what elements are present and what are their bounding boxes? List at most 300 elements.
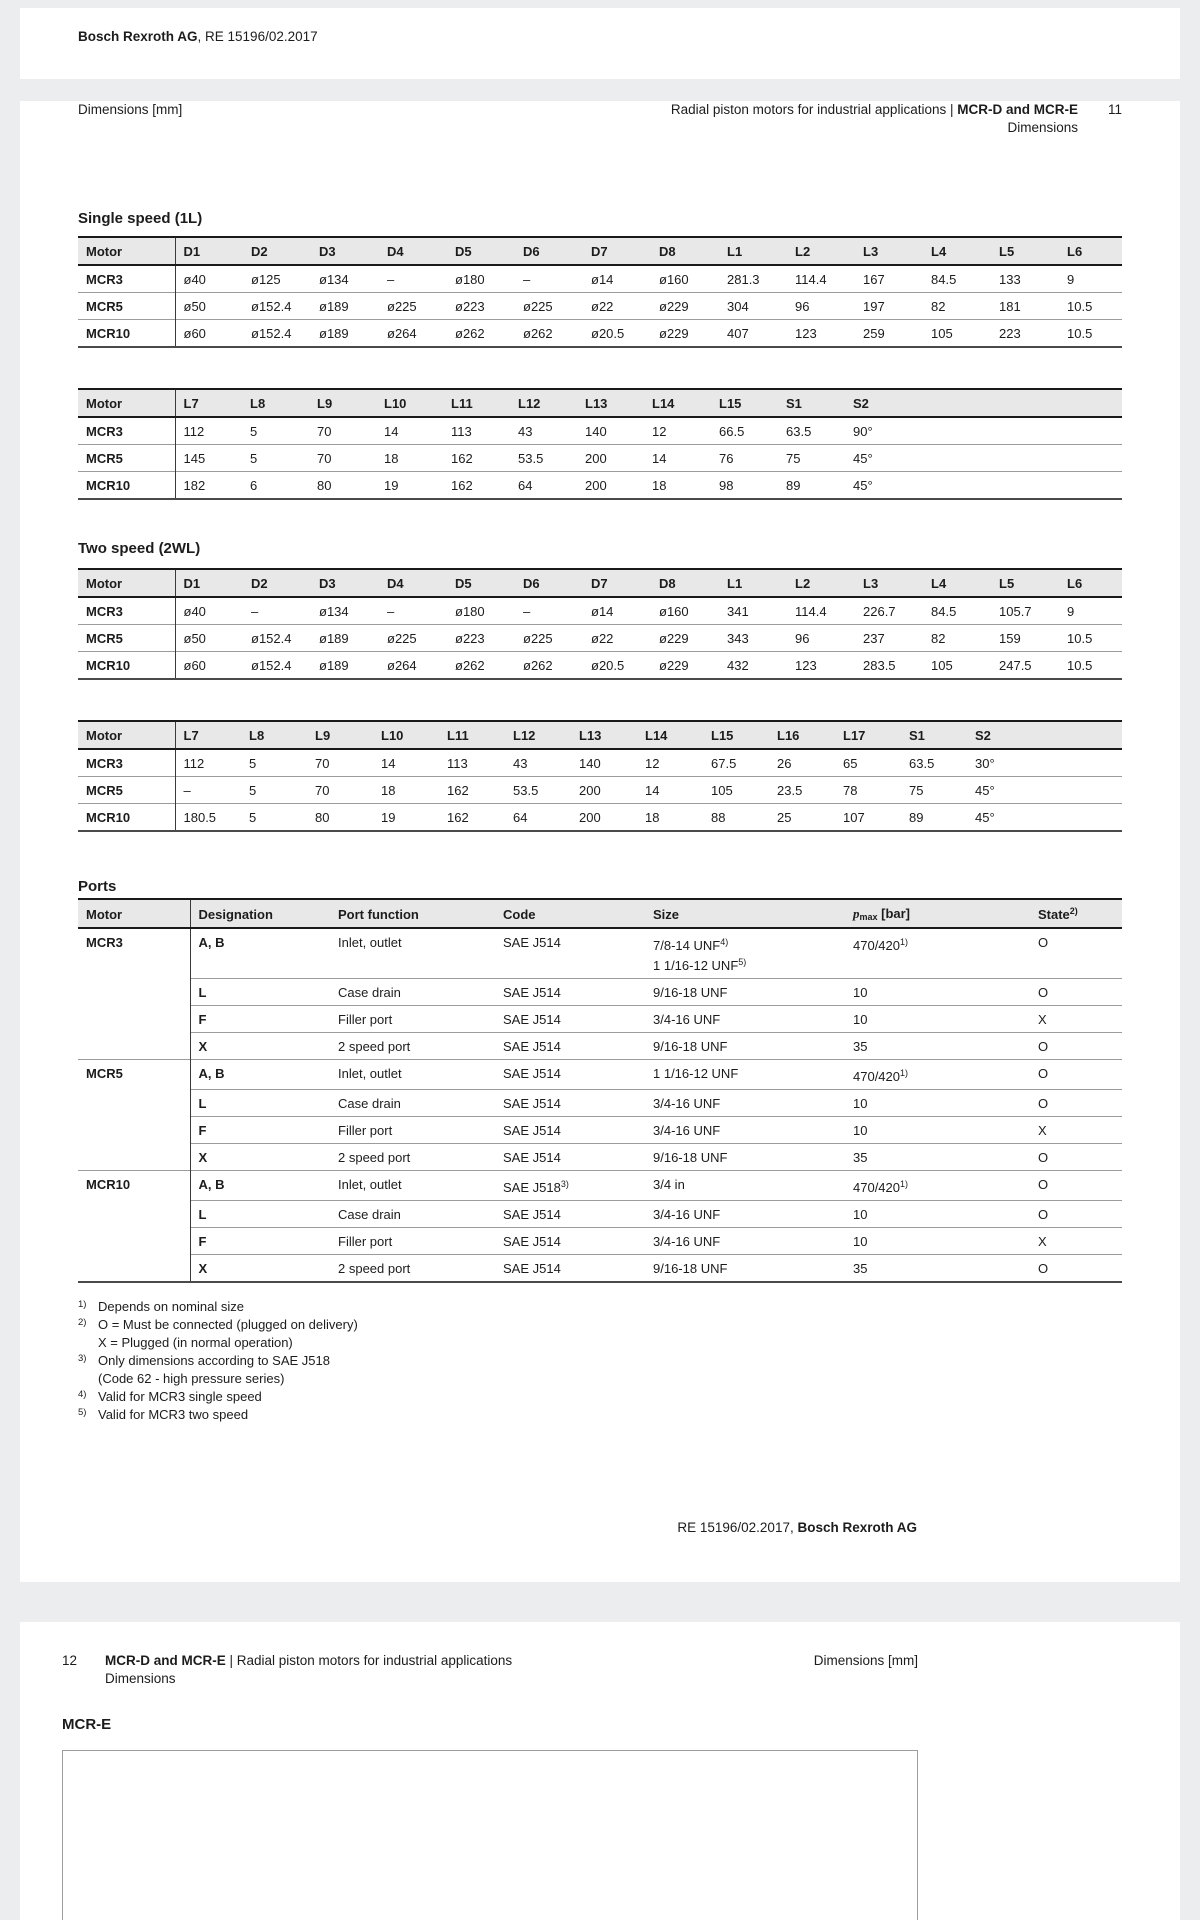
value-cell: ø152.4 — [243, 625, 311, 652]
value-cell: O — [1030, 1090, 1122, 1117]
value-cell: SAE J514 — [495, 1006, 645, 1033]
value-cell: ø40 — [183, 604, 206, 619]
value-cell: SAE J518$^{3)}$ — [495, 1171, 645, 1201]
value-cell: L — [190, 1090, 330, 1117]
value-cell: 80 — [309, 472, 376, 500]
value-cell: 96 — [787, 625, 855, 652]
column-header: D8 — [651, 237, 719, 265]
column-header: L11 — [443, 389, 510, 417]
table-row — [78, 1090, 1122, 1117]
table-header-row — [78, 237, 1122, 265]
value-cell: 45° — [845, 445, 1122, 472]
motor-cell: MCR5 — [78, 625, 175, 652]
table-row — [78, 265, 1122, 293]
page-12 — [20, 1622, 1180, 1920]
value-cell: 70 — [317, 424, 332, 439]
value-cell: Inlet, outlet — [330, 1171, 495, 1201]
value-cell: – — [523, 604, 531, 619]
column-header: L2 — [787, 237, 855, 265]
table-row — [78, 749, 1122, 777]
value-cell: 96 — [787, 293, 855, 320]
value-cell: 200 — [577, 472, 644, 500]
footer-document-number: RE 15196/02.2017, — [677, 1520, 798, 1535]
value-cell: 84.5 — [931, 272, 957, 287]
table-row — [78, 1060, 1122, 1090]
value-cell: 14 — [381, 756, 396, 771]
value-cell: F — [190, 1117, 330, 1144]
value-cell: 14 — [644, 445, 711, 472]
value-cell: X — [190, 1255, 330, 1283]
page-11-footer — [78, 1519, 1122, 1537]
section-heading-mcr-e: MCR-E — [62, 1716, 112, 1733]
motor-cell: MCR3 — [78, 928, 190, 1060]
value-cell: ø189 — [311, 625, 379, 652]
value-cell: 43 — [513, 756, 528, 771]
footnote-marker: 2) — [78, 1317, 87, 1328]
table-row — [78, 1033, 1122, 1060]
column-header: D7 — [583, 237, 651, 265]
value-cell: 140 — [579, 756, 601, 771]
value-cell: 112 — [183, 424, 205, 439]
value-cell: ø262 — [515, 652, 583, 680]
value-cell: 10.5 — [1059, 320, 1122, 348]
motor-cell: MCR10 — [78, 652, 175, 680]
value-cell: 470/420$^{1)}$ — [845, 1060, 1030, 1090]
value-cell: SAE J514 — [495, 1255, 645, 1283]
table-header-row — [78, 389, 1122, 417]
value-cell: 10 — [845, 1228, 1030, 1255]
value-cell: Inlet, outlet — [330, 1060, 495, 1090]
footnote-line — [78, 1406, 1122, 1424]
value-cell: L — [190, 979, 330, 1006]
page-title-bold: MCR-D and MCR-E — [105, 1653, 226, 1668]
table-row — [78, 472, 1122, 500]
value-cell: ø14 — [591, 604, 614, 619]
value-cell: ø180 — [455, 604, 485, 619]
value-cell: 105 — [923, 320, 991, 348]
value-cell: 12 — [652, 424, 667, 439]
value-cell: 64 — [505, 804, 571, 832]
value-cell: 7/8-14 UNF$^{4)}$ 1 1/16-12 UNF$^{5)}$ — [653, 937, 747, 973]
value-cell: ø180 — [455, 272, 485, 287]
motor-cell: MCR3 — [78, 749, 175, 777]
value-cell: – — [175, 777, 241, 804]
value-cell: 341 — [727, 604, 749, 619]
value-cell: 237 — [855, 625, 923, 652]
value-cell: 200 — [571, 804, 637, 832]
ports-table — [78, 898, 1122, 1283]
value-cell: 89 — [778, 472, 845, 500]
value-cell: 133 — [999, 272, 1021, 287]
footnote-line — [78, 1352, 1122, 1370]
column-header: State$^{2)}$ — [1030, 899, 1122, 928]
value-cell: 226.7 — [863, 604, 896, 619]
value-cell: 64 — [510, 472, 577, 500]
value-cell: 10.5 — [1059, 625, 1122, 652]
value-cell: 10 — [845, 1006, 1030, 1033]
value-cell: O — [1030, 1144, 1122, 1171]
value-cell: SAE J514 — [495, 1144, 645, 1171]
column-header: L8 — [241, 721, 307, 749]
value-cell: 10 — [845, 979, 1030, 1006]
value-cell: 343 — [719, 625, 787, 652]
value-cell: ø160 — [659, 604, 689, 619]
column-header: L11 — [439, 721, 505, 749]
value-cell: 159 — [991, 625, 1059, 652]
value-cell: ø225 — [515, 293, 583, 320]
column-header: Motor — [78, 389, 175, 417]
column-header: L7 — [175, 721, 241, 749]
value-cell: ø229 — [651, 293, 719, 320]
table-row — [78, 293, 1122, 320]
value-cell: F — [190, 1228, 330, 1255]
data-table — [78, 568, 1122, 680]
dimensions-unit-label: Dimensions [mm] — [813, 1653, 918, 1668]
page-title — [671, 101, 1078, 137]
value-cell: 114.4 — [795, 272, 827, 287]
value-cell: X — [190, 1033, 330, 1060]
value-cell: 70 — [307, 777, 373, 804]
value-cell: O — [1030, 979, 1122, 1006]
table-header-row — [78, 721, 1122, 749]
motor-cell: MCR5 — [78, 777, 175, 804]
column-header: L12 — [505, 721, 571, 749]
footnote-text: Only dimensions according to SAE J518 — [98, 1353, 330, 1368]
value-cell: 3/4-16 UNF — [645, 1117, 845, 1144]
value-cell: 3/4-16 UNF — [645, 1006, 845, 1033]
value-cell: 45° — [967, 777, 1122, 804]
value-cell: ø225 — [379, 293, 447, 320]
value-cell: 1 1/16-12 UNF — [645, 1060, 845, 1090]
value-cell: 88 — [703, 804, 769, 832]
value-cell: 65 — [843, 756, 858, 771]
value-cell: 63.5 — [909, 756, 935, 771]
value-cell: ø262 — [447, 652, 515, 680]
value-cell: 3/4 in — [645, 1171, 845, 1201]
value-cell: 182 — [175, 472, 242, 500]
column-header: L7 — [175, 389, 242, 417]
page-11 — [20, 101, 1180, 1582]
two-speed-table-1 — [78, 568, 1122, 680]
value-cell: 10.5 — [1059, 293, 1122, 320]
footnote-marker: 5) — [78, 1407, 87, 1418]
value-cell: 9/16-18 UNF — [645, 979, 845, 1006]
column-header: L10 — [373, 721, 439, 749]
value-cell: 9/16-18 UNF — [645, 1033, 845, 1060]
column-header: Motor — [78, 899, 190, 928]
motor-cell: MCR10 — [78, 320, 175, 348]
value-cell: ø50 — [175, 625, 243, 652]
value-cell: 3/4-16 UNF — [645, 1090, 845, 1117]
dimensions-unit-label: Dimensions [mm] — [78, 102, 183, 117]
footnotes-block — [78, 1298, 1122, 1424]
value-cell: O — [1030, 1171, 1122, 1201]
column-header: L16 — [769, 721, 835, 749]
column-header: D5 — [447, 237, 515, 265]
value-cell: O — [1030, 1201, 1122, 1228]
table-row — [78, 1228, 1122, 1255]
motor-cell: MCR3 — [78, 265, 175, 293]
page-number: 11 — [1107, 102, 1122, 117]
value-cell: 35 — [845, 1033, 1030, 1060]
value-cell: Filler port — [330, 1228, 495, 1255]
value-cell: 26 — [777, 756, 792, 771]
column-header: S2 — [967, 721, 1122, 749]
value-cell: A, B — [190, 1060, 330, 1090]
value-cell: 113 — [447, 756, 468, 771]
value-cell: 145 — [175, 445, 242, 472]
value-cell: ø60 — [175, 652, 243, 680]
value-cell: 281.3 — [727, 272, 760, 287]
column-header: Motor — [78, 569, 175, 597]
table-row — [78, 597, 1122, 625]
value-cell: 223 — [991, 320, 1059, 348]
value-cell: 105.7 — [999, 604, 1032, 619]
column-header: S2 — [845, 389, 1122, 417]
value-cell: SAE J514 — [495, 1117, 645, 1144]
value-cell: ø189 — [311, 320, 379, 348]
motor-cell: MCR5 — [78, 293, 175, 320]
page-title-subline: Dimensions — [1007, 120, 1078, 135]
value-cell: 113 — [451, 424, 472, 439]
value-cell: ø229 — [651, 320, 719, 348]
page-11-header — [78, 101, 1122, 137]
value-cell: 78 — [835, 777, 901, 804]
value-cell: Filler port — [330, 1117, 495, 1144]
value-cell: ø134 — [319, 604, 349, 619]
value-cell: 112 — [183, 756, 205, 771]
section-heading-two-speed: Two speed (2WL) — [78, 540, 201, 557]
value-cell: 162 — [439, 804, 505, 832]
value-cell: Case drain — [330, 1090, 495, 1117]
motor-cell: MCR3 — [78, 417, 175, 445]
value-cell: ø223 — [447, 293, 515, 320]
value-cell: X — [1030, 1006, 1122, 1033]
value-cell: 140 — [585, 424, 607, 439]
value-cell: ø60 — [175, 320, 243, 348]
footnote-line — [78, 1298, 1122, 1316]
motor-cell: MCR5 — [78, 1060, 190, 1171]
value-cell: ø189 — [311, 293, 379, 320]
table-row — [78, 1255, 1122, 1283]
value-cell: 75 — [901, 777, 967, 804]
value-cell: ø125 — [251, 272, 281, 287]
motor-cell: MCR10 — [78, 1171, 190, 1283]
value-cell: ø262 — [447, 320, 515, 348]
page-title-regular: Radial piston motors for industrial applications | — [670, 102, 958, 117]
table-row — [78, 625, 1122, 652]
page-title-line1 — [105, 1653, 512, 1668]
motor-cell: MCR10 — [78, 472, 175, 500]
column-header: D4 — [379, 569, 447, 597]
document-footer-company: Bosch Rexroth AG — [78, 29, 198, 44]
section-heading-single-speed: Single speed (1L) — [78, 210, 203, 227]
footnote-text: O = Must be connected (plugged on delivery) — [98, 1317, 358, 1332]
value-cell: 197 — [855, 293, 923, 320]
table-row — [78, 777, 1122, 804]
value-cell: 19 — [376, 472, 443, 500]
value-cell: 2 speed port — [330, 1144, 495, 1171]
value-cell: – — [251, 604, 259, 619]
value-cell: ø262 — [515, 320, 583, 348]
value-cell: 53.5 — [510, 445, 577, 472]
value-cell: O — [1030, 1033, 1122, 1060]
table-row — [78, 1201, 1122, 1228]
value-cell: ø20.5 — [583, 652, 651, 680]
dimension-figure-frame — [62, 1750, 918, 1920]
data-table — [78, 236, 1122, 348]
column-header: L13 — [571, 721, 637, 749]
value-cell: 5 — [250, 424, 258, 439]
motor-cell: MCR5 — [78, 445, 175, 472]
value-cell: 3/4-16 UNF — [645, 1201, 845, 1228]
column-header: L17 — [835, 721, 901, 749]
value-cell: SAE J514 — [503, 935, 561, 950]
value-cell: Case drain — [330, 1201, 495, 1228]
value-cell: 5 — [242, 445, 309, 472]
column-header: D1 — [175, 569, 243, 597]
value-cell: A, B — [198, 935, 225, 950]
column-header: L15 — [711, 389, 778, 417]
value-cell: ø225 — [379, 625, 447, 652]
value-cell: 19 — [373, 804, 439, 832]
value-cell: 70 — [309, 445, 376, 472]
value-cell: ø189 — [311, 652, 379, 680]
value-cell: 12 — [645, 756, 660, 771]
table-row — [78, 804, 1122, 832]
value-cell: ø152.4 — [243, 652, 311, 680]
value-cell: 283.5 — [855, 652, 923, 680]
value-cell: 25 — [769, 804, 835, 832]
value-cell: 167 — [863, 272, 885, 287]
footnote-marker: 3) — [78, 1353, 87, 1364]
column-header: D2 — [243, 569, 311, 597]
value-cell: 470/420$^{1)}$ — [845, 1171, 1030, 1201]
value-cell: SAE J514 — [495, 1228, 645, 1255]
value-cell: ø40 — [183, 272, 206, 287]
page-12-header — [62, 1652, 1180, 1688]
column-header: $p_{max}$ [bar] — [845, 899, 1030, 928]
page-title — [105, 1652, 512, 1688]
single-speed-table-2 — [78, 388, 1122, 500]
value-cell: 181 — [991, 293, 1059, 320]
column-header: L9 — [309, 389, 376, 417]
value-cell: 53.5 — [505, 777, 571, 804]
column-header: D4 — [379, 237, 447, 265]
value-cell: ø22 — [583, 293, 651, 320]
value-cell: 162 — [439, 777, 505, 804]
value-cell: 123 — [787, 652, 855, 680]
value-cell: 105 — [703, 777, 769, 804]
value-cell: ø229 — [651, 652, 719, 680]
column-header: L3 — [855, 237, 923, 265]
value-cell: X — [1030, 1228, 1122, 1255]
value-cell: 114.4 — [795, 604, 827, 619]
motor-cell: MCR10 — [78, 804, 175, 832]
value-cell: – — [523, 272, 531, 287]
value-cell: 200 — [577, 445, 644, 472]
value-cell: 407 — [719, 320, 787, 348]
value-cell: Case drain — [330, 979, 495, 1006]
footnote-text: Valid for MCR3 two speed — [98, 1407, 249, 1422]
value-cell: 2 speed port — [330, 1255, 495, 1283]
value-cell: 9/16-18 UNF — [645, 1255, 845, 1283]
column-header: D3 — [311, 237, 379, 265]
motor-cell: MCR3 — [78, 597, 175, 625]
column-header: L14 — [644, 389, 711, 417]
page-title-regular: | Radial piston motors for industrial applications — [225, 1653, 513, 1668]
value-cell: 6 — [242, 472, 309, 500]
footnote-line — [78, 1388, 1122, 1406]
single-speed-table-1 — [78, 236, 1122, 348]
value-cell: 9/16-18 UNF — [645, 1144, 845, 1171]
value-cell: 43 — [518, 424, 533, 439]
value-cell: X — [1030, 1117, 1122, 1144]
value-cell: ø14 — [591, 272, 614, 287]
column-header: L5 — [991, 237, 1059, 265]
page-title-bold: MCR-D and MCR-E — [957, 102, 1078, 117]
column-header: L14 — [637, 721, 703, 749]
value-cell: 470/420$^{1)}$ — [853, 937, 909, 953]
value-cell: ø229 — [651, 625, 719, 652]
value-cell: 432 — [719, 652, 787, 680]
column-header: Port function — [330, 899, 495, 928]
value-cell: O — [1030, 1255, 1122, 1283]
value-cell: 5 — [241, 777, 307, 804]
value-cell: 18 — [376, 445, 443, 472]
value-cell: 14 — [384, 424, 399, 439]
table-header-row — [78, 569, 1122, 597]
value-cell: 90° — [853, 424, 873, 439]
table-row — [78, 652, 1122, 680]
column-header: S1 — [901, 721, 967, 749]
value-cell: Inlet, outlet — [338, 935, 402, 950]
value-cell: L — [190, 1201, 330, 1228]
footnote-line — [78, 1334, 1122, 1352]
value-cell: 180.5 — [175, 804, 241, 832]
value-cell: A, B — [190, 1171, 330, 1201]
footnote-marker: 1) — [78, 1299, 87, 1310]
data-table — [78, 388, 1122, 500]
column-header: Size — [645, 899, 845, 928]
value-cell: 23.5 — [769, 777, 835, 804]
footnote-text: X = Plugged (in normal operation) — [98, 1335, 293, 1350]
data-table — [78, 898, 1122, 1283]
column-header: S1 — [778, 389, 845, 417]
value-cell: 98 — [711, 472, 778, 500]
footnote-marker — [78, 1368, 98, 1386]
value-cell: ø223 — [447, 625, 515, 652]
value-cell: – — [387, 272, 395, 287]
previous-page-footer-band — [20, 8, 1180, 79]
value-cell: 3/4-16 UNF — [645, 1228, 845, 1255]
value-cell: 10 — [845, 1090, 1030, 1117]
document-footer-number: , RE 15196/02.2017 — [197, 29, 318, 44]
table-header-row — [78, 899, 1122, 928]
column-header: L1 — [719, 569, 787, 597]
value-cell: O — [1030, 1060, 1122, 1090]
page-title-subline: Dimensions — [105, 1671, 176, 1686]
value-cell: 63.5 — [786, 424, 812, 439]
column-header: L6 — [1059, 237, 1122, 265]
value-cell: ø225 — [515, 625, 583, 652]
table-row — [78, 979, 1122, 1006]
value-cell: 5 — [249, 756, 257, 771]
value-cell: – — [387, 604, 395, 619]
column-header: D6 — [515, 237, 583, 265]
footnote-text: Valid for MCR3 single speed — [98, 1389, 262, 1404]
value-cell: 35 — [845, 1144, 1030, 1171]
